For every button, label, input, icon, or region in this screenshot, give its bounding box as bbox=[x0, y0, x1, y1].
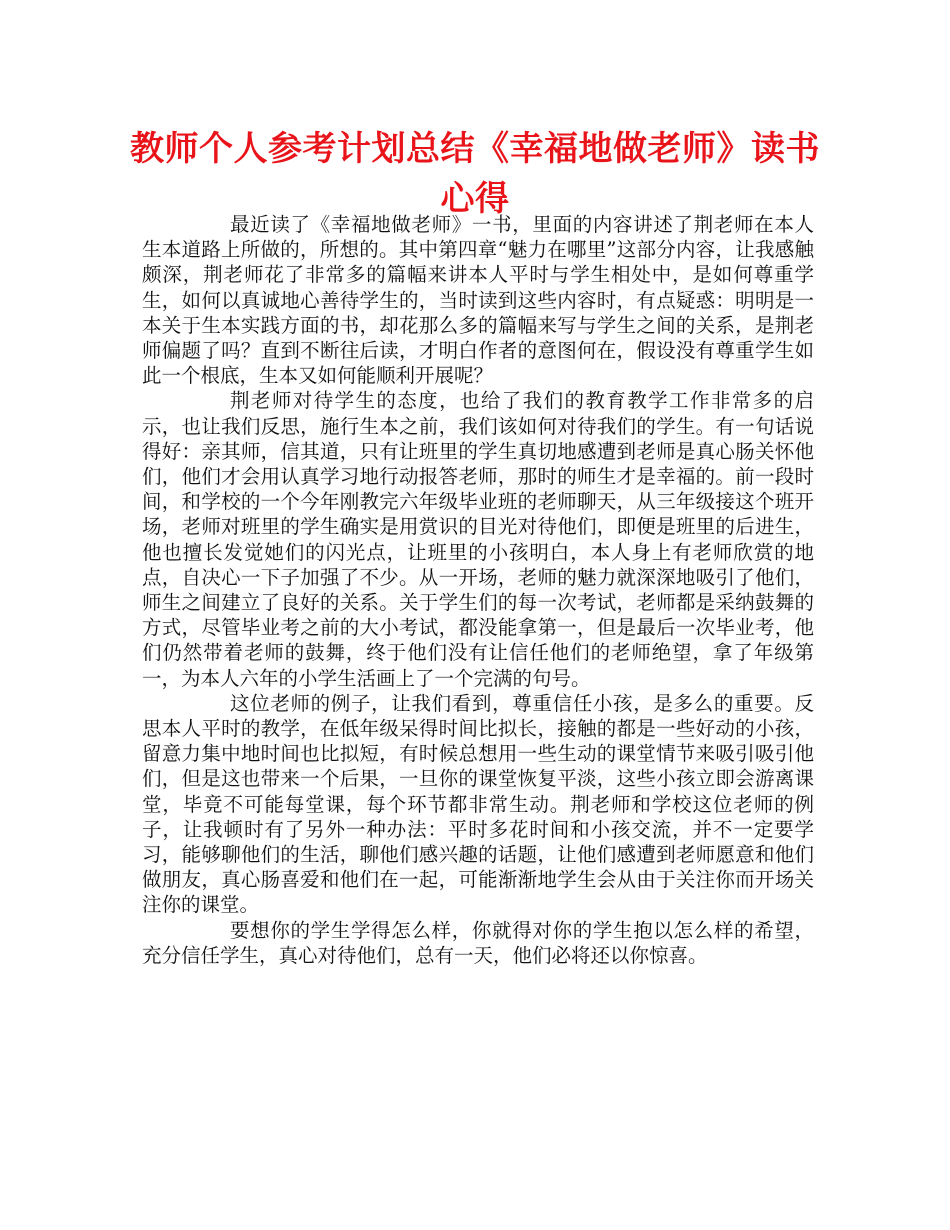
paragraph: 荆老师对待学生的态度，也给了我们的教育教学工作非常多的启示，也让我们反思，施行生本之前，我们该如何对待我们的学生。有一句话说得好：亲其师，信其道，只有让班里的学生真切地感遭到老师是真心肠关怀他们，他们才会用认真学习地行动报答老师，那时的师生才是幸福的。前一段时间，和学校的一个今年刚教完六年级毕业班的老师聊天，从三年级接这个班开场，老师对班里的学生确实是用赏识的目光对待他们，即便是班里的后进生，他也擅长发觉她们的闪光点，让班里的小孩明白，本人身上有老师欣赏的地点，自决心一下子加强了不少。从一开场，老师的魅力就深深地吸引了他们，师生之间建立了良好的关系。关于学生们的每一次考试，老师都是采纳鼓舞的方式，尽管毕业考之前的大小考试，都没能拿第一，但是最后一次毕业考，他们仍然带着老师的鼓舞，终于他们没有让信任他们的老师绝望，拿了年级第一，为本人六年的小学生活画上了一个完满的句号。 bbox=[142, 389, 814, 690]
document-title: 教师个人参考计划总结《幸福地做老师》读书心得 bbox=[130, 129, 820, 219]
document-body bbox=[142, 212, 814, 968]
paragraph: 要想你的学生学得怎么样，你就得对你的学生抱以怎么样的希望，充分信任学生，真心对待他们，总有一天，他们必将还以你惊喜。 bbox=[142, 918, 814, 967]
paragraph: 这位老师的例子，让我们看到，尊重信任小孩，是多么的重要。反思本人平时的教学，在低年级呆得时间比拟长，接触的都是一些好动的小孩，留意力集中地时间也比拟短，有时候总想用一些生动的课堂情节来吸引吸引他们，但是这也带来一个后果，一旦你的课堂恢复平淡，这些小孩立即会游离课堂，毕竟不可能每堂课，每个环节都非常生动。荆老师和学校这位老师的例子，让我顿时有了另外一种办法：平时多花时间和小孩交流，并不一定要学习，能够聊他们的生活，聊他们感兴趣的话题，让他们感遭到老师愿意和他们做朋友，真心肠喜爱和他们在一起，可能渐渐地学生会从由于关注你而开场关注你的课堂。 bbox=[142, 691, 814, 917]
paragraph: 最近读了《幸福地做老师》一书，里面的内容讲述了荆老师在本人生本道路上所做的，所想的。其中第四章“魅力在哪里”这部分内容，让我感触颇深，荆老师花了非常多的篇幅来讲本人平时与学生相处中，是如何尊重学生，如何以真诚地心善待学生的，当时读到这些内容时，有点疑惑：明明是一本关于生本实践方面的书，却花那么多的篇幅来写与学生之间的关系，是荆老师偏题了吗？直到不断往后读，才明白作者的意图何在，假设没有尊重学生如此一个根底，生本又如何能顺利开展呢？ bbox=[142, 213, 814, 388]
